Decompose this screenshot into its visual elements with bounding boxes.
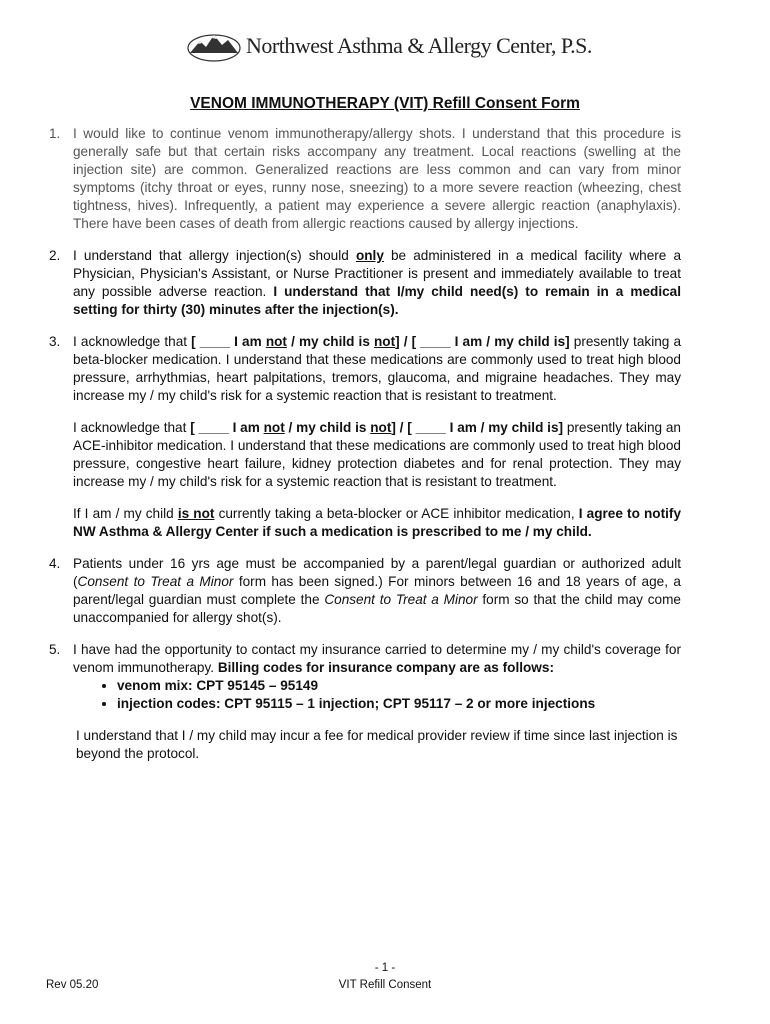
emphasis-not: not xyxy=(263,420,285,435)
bold-statement: Billing codes for insurance company are as follows: xyxy=(217,660,554,675)
form-name: Consent to Treat a Minor xyxy=(324,592,478,607)
emphasis-only: only xyxy=(355,248,384,263)
choice-brackets xyxy=(191,334,570,349)
item-text: I would like to continue venom immunotherapy/allergy shots. I understand that this procedure is generally safe but that certain risks accompany any treatment. Local reactions (swelling at the injection site) are common. Generalized reactions are less common and can vary from minor symptoms (itchy throat or eyes, runny nose, sneezing) to a more severe reaction (wheezing, chest tightness, hives). Infrequently, a patient may experience a severe allergic reaction (anaphylaxis). There have been cases of death from allergic reactions caused by allergy injections. xyxy=(73,126,681,231)
form-name: Consent to Treat a Minor xyxy=(77,574,234,589)
beta-blocker-paragraph xyxy=(73,333,681,405)
text-run: form has been signed.) For minors between 16 and 18 years of age, a parent/legal guardian must complete the xyxy=(73,574,681,607)
form-title: VENOM IMMUNOTHERAPY (VIT) Refill Consent Form xyxy=(190,95,580,112)
consent-item-2 xyxy=(49,247,681,319)
item-body xyxy=(73,333,681,541)
text-run: / my child is xyxy=(284,420,371,435)
list-item: • injection codes: CPT 95115 – 1 injection; CPT 95117 – 2 or more injections xyxy=(117,695,681,713)
consent-item-1 xyxy=(49,125,681,233)
consent-item-5 xyxy=(49,641,681,763)
consent-item-3 xyxy=(49,333,681,541)
item-number: 5. xyxy=(49,642,61,657)
text-run: presently taking a beta-blocker medication. I understand that these medications are commonly used to treat high blood pressure, arrhythmias, heart palpitations, tremors, glaucoma, and migraine headaches. They may increase my / my child's risk for a systemic reaction that is resistant to treatment. xyxy=(73,334,682,403)
ace-inhibitor-paragraph xyxy=(73,419,681,491)
page-number: - 1 - xyxy=(374,962,396,974)
document-name: VIT Refill Consent xyxy=(338,979,432,991)
item-number: 1. xyxy=(49,126,61,141)
text-run: [ ____ I am xyxy=(190,420,264,435)
choice-brackets xyxy=(190,420,563,435)
text-run: I acknowledge that xyxy=(73,420,191,435)
revision-label: Rev 05.20 xyxy=(46,979,99,991)
text-run: Patients under 16 yrs age must be accompanied by a parent/legal guardian or authorized adult ( xyxy=(73,556,681,589)
emphasis-not: not xyxy=(370,420,392,435)
emphasis-not: not xyxy=(265,334,287,349)
emphasis-not: not xyxy=(374,334,396,349)
text-run: / my child is xyxy=(286,334,374,349)
notify-paragraph xyxy=(73,505,681,541)
text-run: I acknowledge that xyxy=(73,334,192,349)
text-run: ] / [ ____ I am / my child is] xyxy=(391,420,564,435)
fee-statement: I understand that I / my child may incur a fee for medical provider review if time since last injection is beyond the protocol. xyxy=(76,728,678,761)
item-number: 3. xyxy=(49,334,61,349)
item-text xyxy=(73,555,681,627)
list-item: • venom mix: CPT 95145 – 95149 xyxy=(117,677,681,695)
text-run: form so that the child may come unaccompanied for allergy shot(s). xyxy=(73,592,681,625)
emphasis-is-not: is not xyxy=(177,506,215,521)
consent-item-4 xyxy=(49,555,681,627)
text-run: currently taking a beta-blocker or ACE inhibitor medication, xyxy=(214,506,579,521)
organization-name: Northwest Asthma & Allergy Center, P.S. xyxy=(246,33,592,58)
letterhead xyxy=(186,26,592,66)
mountain-logo-icon xyxy=(186,29,242,63)
item-text xyxy=(73,247,681,319)
bold-statement: I agree to notify NW Asthma & Allergy Center if such a medication is prescribed to me / my child. xyxy=(73,506,682,539)
item-text xyxy=(73,641,681,677)
billing-codes-list xyxy=(73,677,681,713)
text-run: presently taking an ACE-inhibitor medication. I understand that these medications are commonly used to treat high blood pressure, congestive heart failure, kidney protection diabetes and for renal protection. They may increase my / my child's risk for a systemic reaction that is resistant to treatment. xyxy=(73,420,681,489)
item-number: 2. xyxy=(49,248,61,263)
bold-statement: I understand that I/my child need(s) to remain in a medical setting for thirty (30) minutes after the injection(s). xyxy=(73,284,681,317)
text-run: If I am / my child xyxy=(73,506,178,521)
text-run: I understand that allergy injection(s) should xyxy=(73,248,356,263)
text-run: ] / [ ____ I am / my child is] xyxy=(395,334,570,349)
text-run: I have had the opportunity to contact my insurance carried to determine my / my child's coverage for venom immunotherapy. xyxy=(73,642,681,675)
consent-content xyxy=(49,125,681,777)
item-body xyxy=(73,641,681,763)
text-run: be administered in a medical facility where a Physician, Physician's Assistant, or Nurse Practitioner is present and immediately available to treat any possible adverse reaction. xyxy=(73,248,682,299)
item-number: 4. xyxy=(49,556,61,571)
text-run: [ ____ I am xyxy=(191,334,266,349)
